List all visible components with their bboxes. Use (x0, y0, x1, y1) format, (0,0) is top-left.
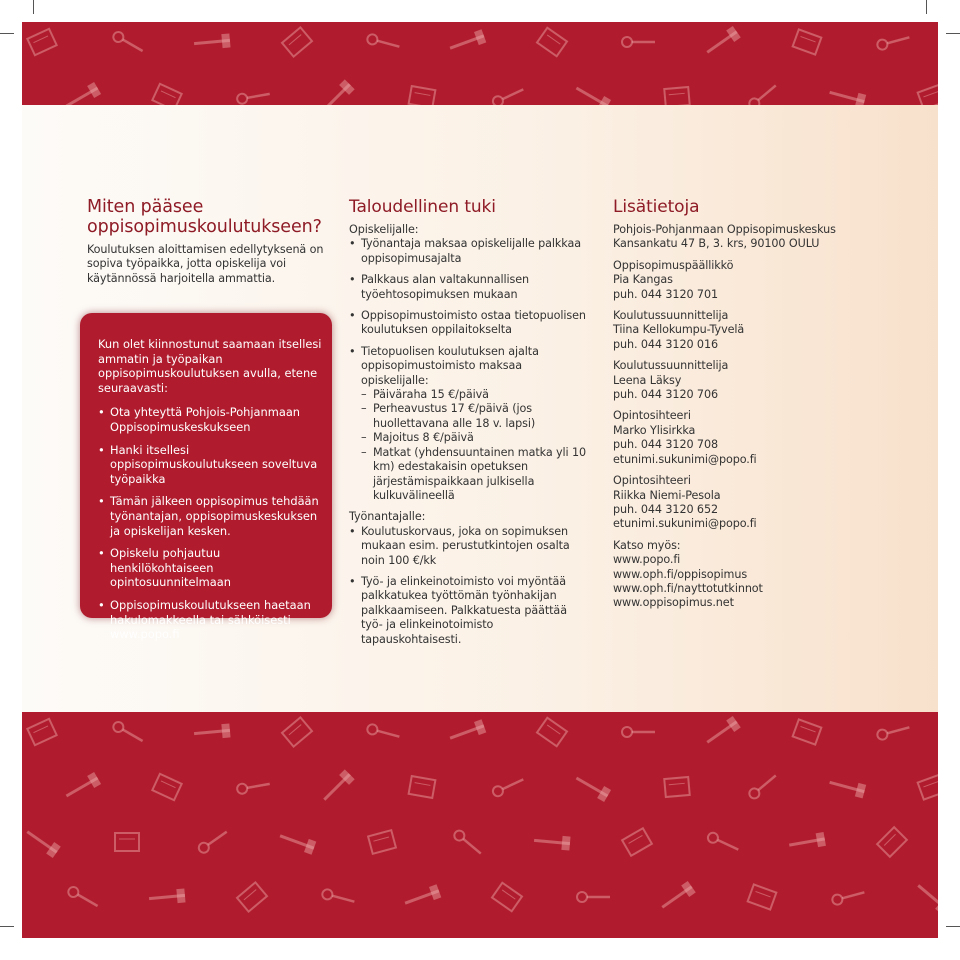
student-label: Opiskelijalle: (349, 223, 419, 236)
support-item: • Tietopuolisen koulutuksen ajalta oppisopimustoimisto maksaa opiskelijalle: (349, 345, 589, 388)
tool-icon (366, 723, 400, 741)
tool-icon (747, 772, 779, 801)
tool-icon (237, 882, 267, 911)
tool-icon (492, 883, 522, 912)
steps-box (80, 313, 332, 642)
contact-phone: puh. 044 3120 708 (613, 438, 718, 452)
tool-icon (319, 79, 354, 105)
crop-mark (946, 926, 960, 927)
tool-icon (448, 719, 487, 744)
tool-icon (409, 776, 436, 798)
tool-icon (63, 82, 101, 105)
tools-pattern-icon (22, 712, 938, 938)
allowance-item: – Majoitus 8 €/päivä (349, 431, 589, 445)
crop-mark (926, 0, 927, 14)
tool-icon (368, 830, 396, 854)
tool-icon (788, 832, 826, 852)
support-item: • Oppisopimustoimisto ostaa tietopuolisen koulutuksen oppilaitokselta (349, 309, 589, 338)
step-item: • Hanki itsellesi oppisopimuskoulutukseen soveltuva työpaikka (98, 443, 322, 487)
tool-icon (282, 27, 312, 56)
contact-email[interactable]: etunimi.sukunimi@popo.fi (613, 517, 757, 531)
contact-role: Koulutussuunnittelija (613, 359, 729, 373)
tool-icon (533, 833, 570, 850)
tool-icon (452, 829, 484, 858)
tool-icon (703, 26, 741, 58)
more-info-column (613, 197, 843, 618)
financial-support-column (349, 197, 589, 654)
tool-icon (403, 884, 442, 909)
contact-phone: puh. 044 3120 016 (613, 337, 718, 351)
tool-icon (828, 776, 866, 799)
tool-icon (703, 716, 741, 748)
tool-icon (537, 718, 567, 747)
contact-name: Tiina Kellokumpu-Tyvelä (613, 323, 745, 337)
tool-icon (577, 892, 610, 902)
crop-mark (946, 33, 960, 34)
how-to-apply-column (87, 197, 332, 293)
contact-block (613, 259, 843, 302)
allowance-item: – Päiväraha 15 €/päivä (349, 388, 589, 402)
tool-icon (152, 84, 181, 105)
tool-icon (828, 86, 866, 105)
support-item: • Työ- ja elinkeinotoimisto voi myöntää palkkatukea työttömän työnhakijan palkkaamiseen. Palkkatuesta päättää työ- ja elinkeinotoimisto tapauskohtaisesti. (349, 575, 589, 647)
tool-icon (491, 85, 525, 105)
tool-icon (319, 769, 354, 804)
tool-icon (23, 826, 61, 858)
tool-icon (148, 888, 185, 905)
section-title: Miten pääsee oppisopimuskoulutukseen? (87, 197, 322, 237)
employer-label: Työnantajalle: (349, 510, 426, 524)
link[interactable]: www.oppisopimus.net (613, 596, 734, 610)
tool-icon (152, 774, 181, 800)
tool-icon (236, 779, 270, 795)
support-item: • Työnantaja maksaa opiskelijalle palkkaa oppisopimusajalta (349, 237, 589, 266)
contact-email[interactable]: etunimi.sukunimi@popo.fi (613, 452, 757, 466)
tool-icon (793, 719, 822, 744)
support-item: • Koulutuskorvaus, joka on sopimuksen mukaan esim. perustutkintojen osalta noin 100 €/kk (349, 525, 589, 568)
tool-icon (748, 884, 777, 909)
tool-icon (664, 87, 689, 105)
step-item: • Tämän jälkeen oppisopimus tehdään työnantajan, oppisopimuskeskuksen ja opiskelijan kesken. (98, 494, 322, 538)
contact-name: Marko Ylisirkka (613, 423, 696, 437)
tool-icon (27, 719, 56, 745)
step-item: • Ota yhteyttä Pohjois-Pohjanmaan Oppisopimuskeskukseen (98, 405, 322, 434)
tool-icon (918, 84, 938, 105)
link[interactable]: www.popo.fi (613, 553, 681, 567)
section-title: Lisätietoja (613, 197, 700, 217)
tool-icon (876, 33, 910, 51)
contact-name: Leena Läksy (613, 373, 682, 387)
tool-icon (877, 827, 907, 857)
tools-pattern-icon (22, 22, 938, 105)
top-tool-pattern-band (22, 22, 938, 105)
tool-icon (706, 831, 740, 854)
crop-mark (0, 926, 14, 927)
tool-icon (112, 720, 146, 745)
tool-icon (278, 829, 317, 854)
tool-icon (573, 772, 611, 802)
contact-block (613, 359, 843, 402)
contact-name: Pia Kangas (613, 273, 673, 287)
tool-icon (537, 28, 567, 57)
crop-mark (33, 0, 34, 14)
tool-icon (831, 888, 865, 906)
contact-phone: puh. 044 3120 652 (613, 502, 718, 516)
tool-icon (622, 828, 652, 856)
crop-mark (0, 33, 14, 34)
tool-icon (664, 777, 689, 797)
bottom-tool-pattern-band (22, 712, 938, 938)
contact-role: Opintosihteeri (613, 474, 691, 488)
allowance-item: – Matkat (yhdensuuntainen matka yli 10 km) edestakaisin opetuksen järjestämispaikkaan julkisella kulkuvälineellä (349, 446, 589, 504)
contact-role: Oppisopimuspäällikkö (613, 258, 734, 272)
tool-icon (573, 82, 611, 105)
tool-icon (918, 774, 938, 799)
tool-icon (193, 723, 230, 740)
tool-icon (63, 772, 101, 802)
tool-icon (622, 727, 655, 737)
tool-icon (67, 885, 101, 910)
contact-role: Opintosihteeri (613, 409, 691, 423)
contact-role: Koulutussuunnittelija (613, 309, 729, 323)
tool-icon (793, 29, 822, 54)
tool-icon (236, 89, 270, 105)
contact-phone: puh. 044 3120 701 (613, 287, 718, 301)
box-intro: Kun olet kiinnostunut saamaan itsellesi ammatin ja työpaikan oppisopimuskoulutuksen avulla, etene seuraavasti: (98, 337, 322, 395)
tool-icon (491, 775, 525, 798)
section-title: Taloudellinen tuki (349, 197, 496, 217)
contact-phone: puh. 044 3120 706 (613, 388, 718, 402)
tool-icon (27, 29, 56, 55)
office-name: Pohjois-Pohjanmaan Oppisopimuskeskus (613, 223, 836, 236)
contact-name: Riikka Niemi-Pesola (613, 488, 721, 502)
tool-icon (876, 723, 910, 741)
see-also-label: Katso myös: (613, 538, 681, 552)
allowance-item: – Perheavustus 17 €/päivä (jos huollettavana alle 18 v. lapsi) (349, 402, 589, 431)
tool-icon (366, 33, 400, 51)
tool-icon (914, 880, 938, 914)
link[interactable]: www.oph.fi/oppisopimus (613, 567, 748, 581)
link[interactable]: www.oph.fi/nayttotutkinnot (613, 581, 763, 595)
tool-icon (658, 881, 696, 913)
office-address: Kansankatu 47 B, 3. krs, 90100 OULU (613, 237, 820, 251)
step-item: • Opiskelu pohjautuu henkilökohtaiseen opintosuunnitelmaan (98, 546, 322, 590)
step-item: • Oppisopimuskoulutukseen haetaan hakulomakkeella tai sähköisesti www.popo.fi (98, 598, 322, 642)
tool-icon (321, 888, 355, 906)
support-item: • Palkkaus alan valtakunnallisen työehtosopimuksen mukaan (349, 273, 589, 302)
intro-text: Koulutuksen aloittamisen edellytyksenä on sopiva työpaikka, jotta opiskelija voi käytännössä harjoitella ammattia. (87, 243, 324, 285)
tool-icon (193, 33, 230, 50)
tool-icon (448, 29, 487, 54)
contact-block (613, 409, 843, 467)
tool-icon (197, 828, 230, 855)
tool-icon (622, 37, 655, 47)
contact-block (613, 309, 843, 352)
tool-icon (112, 30, 146, 55)
tool-icon (115, 833, 139, 851)
tool-icon (409, 86, 436, 105)
tool-icon (282, 717, 312, 746)
tool-icon (747, 82, 779, 105)
contact-block (613, 474, 843, 532)
